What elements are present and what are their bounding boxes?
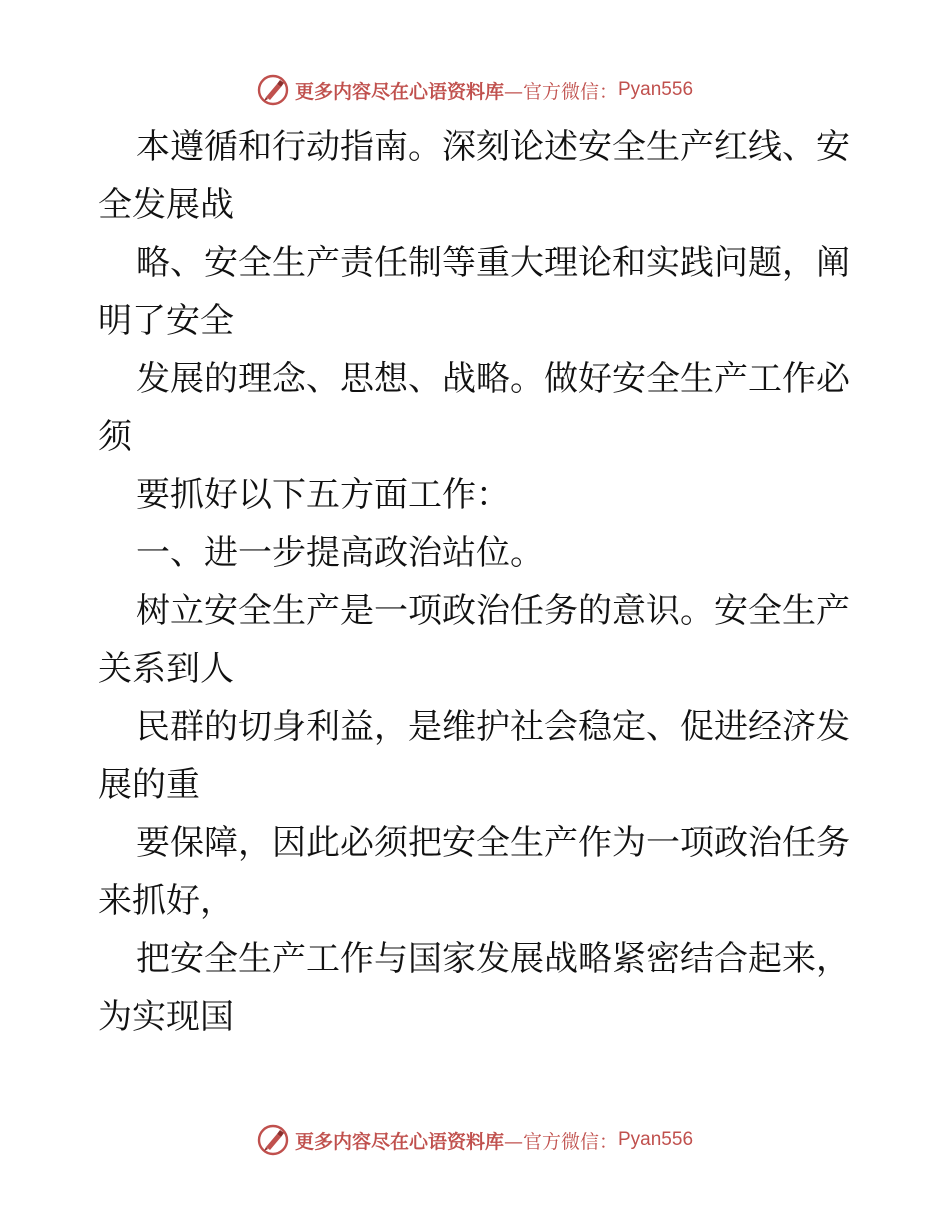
banner-lead-text: 更多内容尽在心语资料库 <box>294 1130 504 1153</box>
text-line: 全发展战 <box>98 185 234 225</box>
text-line: 为实现国 <box>98 997 234 1037</box>
section-heading: 一、进一步提高政治站位。 <box>136 533 544 573</box>
text-line: 发展的理念、思想、战略。做好安全生产工作必 <box>136 359 850 399</box>
banner-lead-text: 更多内容尽在心语资料库 <box>294 80 504 103</box>
banner-wechat-handle: Pyan556 <box>618 1129 694 1150</box>
banner-wechat-handle: Pyan556 <box>618 79 694 100</box>
text-line: 要抓好以下五方面工作： <box>136 475 510 515</box>
text-line: 关系到人 <box>98 649 234 689</box>
text-line: 来抓好， <box>98 881 234 921</box>
banner-rest-text: —官方微信： <box>503 80 618 103</box>
text-line: 要保障，因此必须把安全生产作为一项政治任务 <box>136 823 850 863</box>
header-banner[interactable] <box>0 70 950 110</box>
text-line: 本遵循和行动指南。深刻论述安全生产红线、安 <box>136 127 850 167</box>
footer-banner[interactable] <box>0 1120 950 1160</box>
pen-logo-icon <box>257 74 289 106</box>
text-line: 明了安全 <box>98 301 234 341</box>
text-line: 把安全生产工作与国家发展战略紧密结合起来， <box>136 939 850 979</box>
text-line: 树立安全生产是一项政治任务的意识。安全生产 <box>136 591 850 631</box>
pen-logo-icon <box>257 1124 289 1156</box>
text-line: 展的重 <box>98 765 200 805</box>
text-line: 民群的切身利益，是维护社会稳定、促进经济发 <box>136 707 850 747</box>
text-line: 须 <box>98 417 132 457</box>
document-body <box>98 118 858 1046</box>
banner-rest-text: —官方微信： <box>503 1130 618 1153</box>
text-line: 略、安全生产责任制等重大理论和实践问题，阐 <box>136 243 850 283</box>
